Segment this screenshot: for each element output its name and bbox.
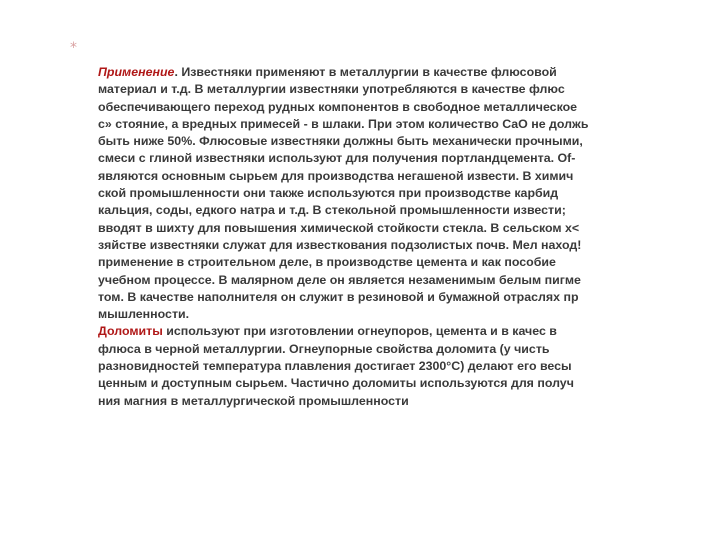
term-dolomites: Доломиты [98,324,163,339]
text-line: ской промышленности они также используются при производстве карбид [98,186,559,201]
text-line: мышленности. [98,307,190,322]
text-line: обеспечивающего переход рудных компонентов в свободное металлическое [98,99,578,114]
text-line: быть ниже 50%. Флюсовые известняки должны быть механически прочными, [98,134,583,149]
paragraph-limestone [98,64,638,323]
text-line: ния магния в металлургической промышленности [98,393,409,408]
text-line: зяйстве известняки служат для известкования подзолистых почв. Мел наход! [98,237,582,252]
text-line: смеси с глиной известняки используют для получения портландцемента. Of- [98,151,576,166]
text-line: ценным и доступным сырьем. Частично доломиты используются для получ [98,376,574,391]
text-line [98,64,638,81]
bullet-asterisk: * [70,40,77,56]
text-body [98,64,638,410]
paragraph-dolomite [98,323,638,409]
text-line [98,323,638,340]
text-line: учебном процессе. В малярном деле он является незаменимым белым пигме [98,272,581,287]
text-line: том. В качестве наполнителя он служит в резиновой и бумажной отраслях пр [98,289,579,304]
text-line: разновидностей температура плавления достигает 2300°С) делают его весы [98,359,572,374]
text-line: материал и т.д. В металлургии известняки употребляются в качестве флюс [98,82,565,97]
text-line: кальция, соды, едкого натра и т.д. В стекольной промышленности извести; [98,203,566,218]
text-line-content: . Известняки применяют в металлургии в качестве флюсовой [174,65,557,79]
text-line: являются основным сырьем для производства негашеной извести. В химич [98,168,574,183]
text-line-content: используют при изготовлении огнеупоров, цемента и в качес в [162,324,557,339]
term-application: Применение [98,65,175,79]
text-line: с» стояние, а вредных примесей - в шлаки. При этом количество CaO не должь [98,116,589,131]
text-line: флюса в черной металлургии. Огнеупорные свойства доломита (у чисть [98,341,550,356]
text-line: применение в строительном деле, в производстве цемента и как пособие [98,255,556,270]
text-line: вводят в шихту для повышения химической стойкости стекла. В сельском х< [98,220,580,235]
